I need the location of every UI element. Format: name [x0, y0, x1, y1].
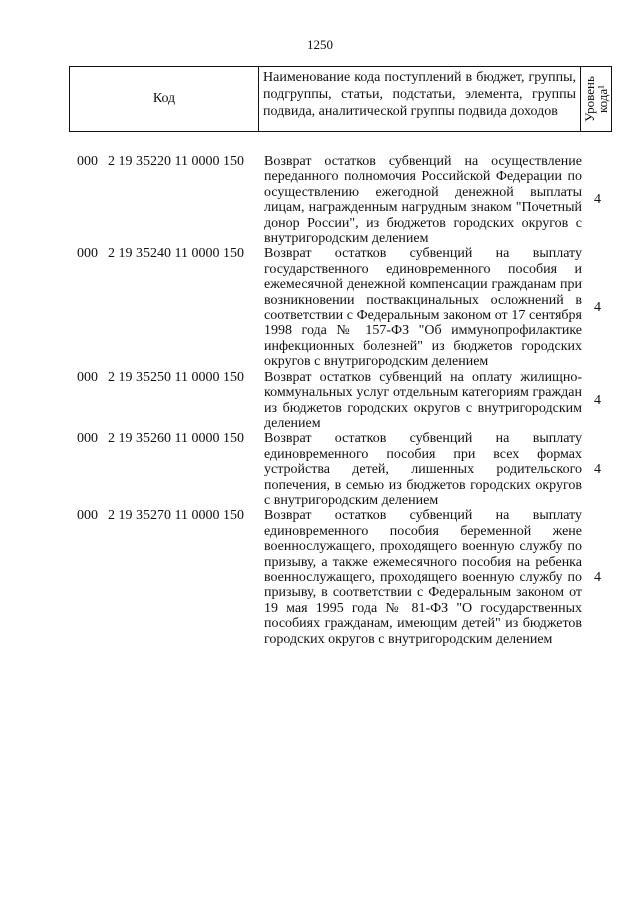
row-name: Возврат остатков субвенций на выплату государственного единовременного пособия и ежемесячной денежной компенсации гражданам при возникновении поствакцинальных осложнений в соответствии с Федеральным законом от 17 сентября 1998 года № 157-ФЗ "Об иммунопрофилактике инфекционных болезней" из бюджетов городских округов с внутригородским делением	[264, 246, 582, 370]
row-code: 2 19 35220 11 0000 150	[108, 154, 244, 169]
row-prefix: 000	[77, 369, 98, 385]
row-level: 4	[594, 300, 601, 316]
row-level: 4	[594, 569, 601, 585]
header-level: Уровень кода¹	[582, 76, 610, 122]
row-name: Возврат остатков субвенций на выплату единовременного пособия при всех формах устройства детей, лишенных родительского попечения, в семью из бюджетов городских округов с внутригородским делением	[264, 431, 582, 508]
table-header	[69, 66, 612, 132]
row-code: 2 19 35240 11 0000 150	[108, 246, 244, 262]
header-level-cell	[581, 67, 611, 131]
row-prefix: 000	[77, 508, 98, 524]
table-row	[0, 154, 640, 246]
row-level: 4	[594, 192, 601, 208]
row-prefix: 000	[77, 431, 98, 447]
table-row	[0, 246, 640, 369]
row-name: Возврат остатков субвенций на выплату единовременного пособия беременной жене военнослужащего, проходящего военную службу по призыву, а также ежемесячного пособия на ребенка военнослужащего, проходящего военную службу по призыву, в соответствии с Федеральным законом от 19 мая 1995 года № 81-ФЗ "О государственных пособиях гражданам, имеющим детей" из бюджетов городских округов с внутригородским делением	[264, 508, 582, 647]
row-prefix: 000	[77, 154, 98, 169]
table-row	[0, 431, 640, 508]
row-code: 2 19 35260 11 0000 150	[108, 431, 244, 447]
row-prefix: 000	[77, 246, 98, 262]
row-name: Возврат остатков субвенций на оплату жилищно-коммунальных услуг отдельным категориям граждан из бюджетов городских округов с внутригородским делением	[264, 369, 582, 431]
row-name: Возврат остатков субвенций на осуществление переданного полномочия Российской Федерации по осуществлению ежегодной денежной выплаты лицам, награжденным нагрудным знаком "Почетный донор России", из бюджетов городских округов с внутригородским делением	[264, 154, 582, 247]
header-code: Код	[70, 67, 259, 131]
table-body	[0, 154, 640, 647]
row-code: 2 19 35250 11 0000 150	[108, 369, 244, 385]
row-code: 2 19 35270 11 0000 150	[108, 508, 244, 524]
row-level: 4	[594, 392, 601, 408]
row-level: 4	[594, 461, 601, 477]
table-row	[0, 508, 640, 647]
page-number: 1250	[307, 37, 333, 52]
header-name: Наименование кода поступлений в бюджет, группы, подгруппы, статьи, подстатьи, элемента, группы подвида, аналитической группы подвида доходов	[259, 67, 581, 131]
table-row	[0, 370, 640, 432]
